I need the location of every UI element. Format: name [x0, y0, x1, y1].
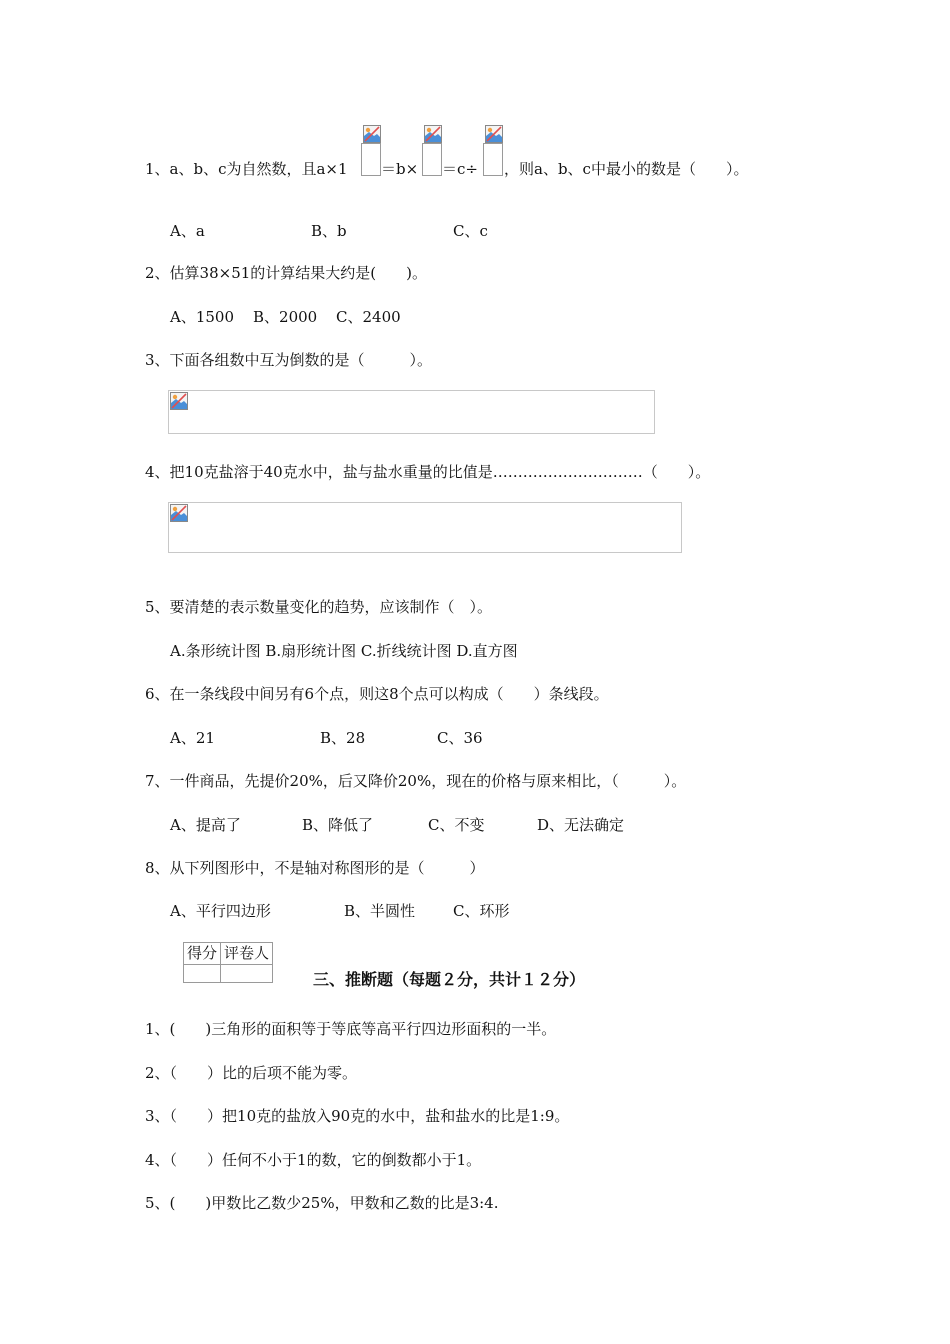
judgement-item-4: 4、（ ）任何不小于1的数，它的倒数都小于1。 [145, 1151, 482, 1169]
q6-option-a: A、21 [170, 729, 215, 747]
q7-option-c: C、不变 [428, 816, 485, 834]
q7-option-b: B、降低了 [302, 816, 374, 834]
judgement-item-2: 2、（ ）比的后项不能为零。 [145, 1064, 358, 1082]
question-4: 4、把10克盐溶于40克水中，盐与盐水重量的比值是…………………………（ ）。 [145, 463, 711, 481]
judgement-item-1: 1、( )三角形的面积等于等底等高平行四边形面积的一半。 [145, 1020, 557, 1038]
question-1-middle-2: ＝c÷ [442, 160, 478, 178]
q2-option-b: B、2000 [253, 308, 318, 326]
question-3: 3、下面各组数中互为倒数的是（ ）。 [145, 351, 433, 369]
formula-image-frame [361, 143, 381, 176]
broken-image-icon [485, 125, 503, 143]
broken-image-icon [424, 125, 442, 143]
question-6: 6、在一条线段中间另有6个点，则这8个点可以构成（ ）条线段。 [145, 685, 609, 703]
score-table [183, 942, 273, 983]
question-7: 7、一件商品，先提价20%，后又降价20%，现在的价格与原来相比，（ ）。 [145, 772, 687, 790]
q1-option-c: C、c [453, 222, 488, 240]
broken-image-icon [170, 392, 188, 410]
q1-option-a: A、a [170, 222, 205, 240]
judgement-item-5: 5、( )甲数比乙数少25%，甲数和乙数的比是3:4. [145, 1194, 499, 1212]
question-3-image-frame [168, 390, 655, 434]
broken-image-icon [363, 125, 381, 143]
q7-option-a: A、提高了 [170, 816, 241, 834]
question-1-middle-1: ＝b× [381, 160, 419, 178]
question-1-prefix: 1、a、b、c为自然数，且a×1 [145, 160, 348, 178]
q8-option-c: C、环形 [453, 902, 510, 920]
formula-image-frame [483, 143, 503, 176]
grader-header: 评卷人 [221, 943, 273, 965]
q5-options: A.条形统计图 B.扇形统计图 C.折线统计图 D.直方图 [170, 642, 518, 660]
q1-option-b: B、b [311, 222, 347, 240]
question-5: 5、要清楚的表示数量变化的趋势，应该制作（ ）。 [145, 598, 493, 616]
q7-option-d: D、无法确定 [537, 816, 625, 834]
score-cell[interactable] [184, 965, 221, 983]
score-header: 得分 [184, 943, 221, 965]
section-title: 三、推断题（每题２分，共计１２分） [313, 970, 586, 989]
question-2: 2、估算38×51的计算结果大约是( )。 [145, 264, 427, 282]
question-1-suffix: ，则a、b、c中最小的数是（ ）。 [504, 160, 749, 178]
grader-cell[interactable] [221, 965, 273, 983]
q2-option-a: A、1500 [170, 308, 235, 326]
q8-option-b: B、半圆性 [344, 902, 416, 920]
q8-option-a: A、平行四边形 [170, 902, 271, 920]
q2-option-c: C、2400 [336, 308, 401, 326]
q6-option-c: C、36 [437, 729, 483, 747]
formula-image-frame [422, 143, 442, 176]
judgement-item-3: 3、（ ）把10克的盐放入90克的水中，盐和盐水的比是1:9。 [145, 1107, 570, 1125]
broken-image-icon [170, 504, 188, 522]
question-4-image-frame [168, 502, 682, 553]
q6-option-b: B、28 [320, 729, 366, 747]
question-8: 8、从下列图形中，不是轴对称图形的是（ ） [145, 859, 485, 877]
